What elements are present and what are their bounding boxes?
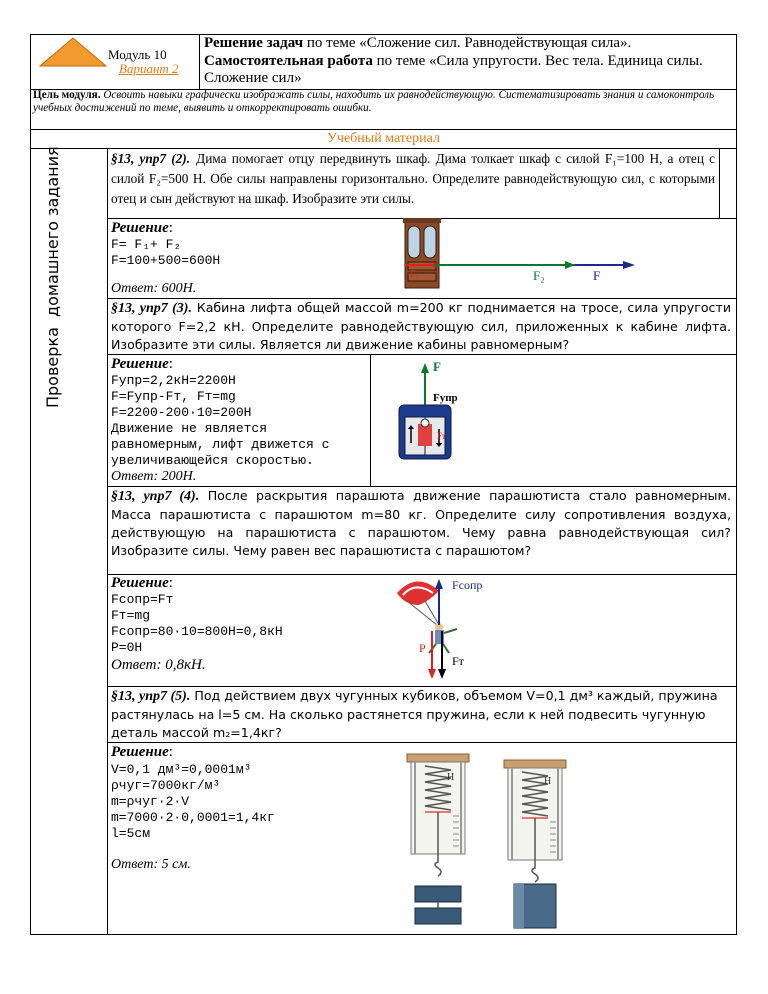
problem-3-line-4: Р=0Н (111, 640, 143, 655)
problem-4-line-4: m=7000·2·0,0001=1,4кг (111, 810, 275, 825)
title-text-1: по теме «Сложение сил. Равнодействующая сила». (303, 35, 632, 51)
force-f2-label: F₂ (533, 268, 545, 283)
force-p-label: P (419, 641, 426, 655)
title-bold-1: Решение задач (204, 35, 304, 51)
problem-3-answer: Ответ: 0,8кН. (111, 657, 206, 673)
force-ft-label: Fт (452, 654, 464, 668)
elevator-force-figure (385, 357, 495, 485)
problem-4-line-1: V=0,1 дм³=0,0001м³ (111, 762, 252, 777)
problem-1-line-2: F=100+500=600Н (111, 253, 221, 268)
problem-2-line-6: увеличивающейся скоростью. (111, 453, 314, 468)
problem-3-solution-label: Решение: (111, 575, 173, 591)
problem-1-line-1: F= F₁+ F₂ (111, 237, 182, 252)
title-text-2: по теме «Сила упругости. Вес тела. Единица силы. Сложение сил» (204, 52, 703, 86)
problem-2-line-4: Движение не является (111, 421, 268, 436)
scale-1-h-label: Н (447, 772, 455, 783)
goal-label: Цель модуля. (33, 89, 101, 101)
force-fsopr-label: Fсопр (452, 578, 483, 592)
problem-2-line-3: F=2200-200·10=200Н (111, 405, 252, 420)
title-bold-2: Самостоятельная работа (204, 52, 373, 69)
force-ft-label: Fт (437, 431, 446, 441)
problem-4-line-5: l=5см (111, 826, 151, 841)
problem-2-ref: §13, упр7 (3). (111, 301, 192, 316)
problem-2-body: Кабина лифта общей массой m=200 кг поднимается на тросе, сила упругости которого F=2,2 кН. Определите равнодействующую сил, приложенных к кабине лифта. Изобразите эти силы. Является ли движение кабины равномерным? (111, 300, 731, 352)
problem-4-answer: Ответ: 5 см. (111, 857, 191, 872)
problem-2-line-5: равномерным, лифт движется с (111, 437, 330, 452)
problem-4-solution-label: Решение: (111, 744, 173, 760)
problem-3-text (111, 487, 731, 560)
problem-3-ref: §13, упр7 (4). (111, 489, 200, 504)
page-title (204, 35, 732, 88)
side-label: Проверка домашнего задания (43, 146, 62, 408)
problem-2-line-2: F=Fупр-Fт, Fт=mg (111, 389, 236, 404)
problem-3-line-1: Fсопр=Fт (111, 592, 174, 607)
problem-2-answer: Ответ: 200Н. (111, 469, 197, 484)
problem-3-line-2: Fт=mg (111, 608, 151, 623)
goal-text (33, 89, 733, 115)
problem-1-body: Дима помогает отцу передвинуть шкаф. Дима толкает шкаф с силой F₁=100 Н, а отец с силой F₂=500 Н. Обе силы направлены горизонтально. Определите равнодействующую сил, с которыми отец и сын действуют на шкаф. Изобразите эти силы. (111, 151, 716, 206)
module-label: Модуль 10 (108, 47, 167, 62)
parachute-force-figure (395, 575, 525, 685)
problem-3-body: После раскрытия парашюта движение парашютиста стало равномерным. Масса парашютиста с парашютом m=80 кг. Определите силу сопротивления воздуха, действующую на парашютиста с парашютом. Чему равна равнодействующая сил? Изобразите силы. Чему равен вес парашютиста с парашютом? (111, 488, 731, 558)
problem-1-answer: Ответ: 600Н. (111, 281, 197, 296)
problem-4-text (111, 687, 731, 742)
problem-1-solution-label: Решение: (111, 220, 173, 236)
problem-1-ref: §13, упр7 (2). (111, 151, 191, 166)
problem-1-text (111, 149, 715, 209)
problem-4-line-2: ρчуг=7000кг/м³ (111, 778, 221, 793)
force-f-label: F (433, 359, 441, 374)
problem-4-ref: §13, упр7 (5). (111, 689, 191, 704)
side-column (30, 148, 108, 935)
problem-2-line-1: Fупр=2,2кН=2200Н (111, 373, 236, 388)
problem-4-line-3: m=ρчуг·2·V (111, 794, 190, 809)
problem-4-body: Под действием двух чугунных кубиков, объемом V=0,1 дм³ каждый, пружина растянулась на l=5 см. На сколько растянется пружина, если к ней подвесить чугунную деталь массой m₂=1,4кг? (111, 688, 718, 740)
problem-2-solution-label: Решение: (111, 356, 173, 372)
force-fupr-label: Fупр (433, 392, 458, 404)
spring-scale-1-figure (405, 750, 475, 930)
triangle-logo-icon (38, 36, 108, 68)
problem-3-line-3: Fсопр=80·10=800Н=0,8кН (111, 624, 283, 639)
problem-2-text (111, 299, 731, 354)
force-f1-label: F₁ (410, 269, 420, 280)
scale-2-h-label: Н (544, 776, 552, 787)
force-f-label: F (593, 268, 601, 283)
variant-label[interactable]: Вариант 2 (119, 61, 179, 76)
spring-scale-2-figure (502, 750, 572, 935)
goal-body: Освоить навыки графически изображать силы, находить их равнодействующую. Систематизировать знания и самоконтроль учебных достижений по теме, выявить и откорректировать ошибки. (33, 89, 715, 115)
wardrobe-force-figure (395, 218, 645, 298)
section-title: Учебный материал (327, 131, 440, 146)
